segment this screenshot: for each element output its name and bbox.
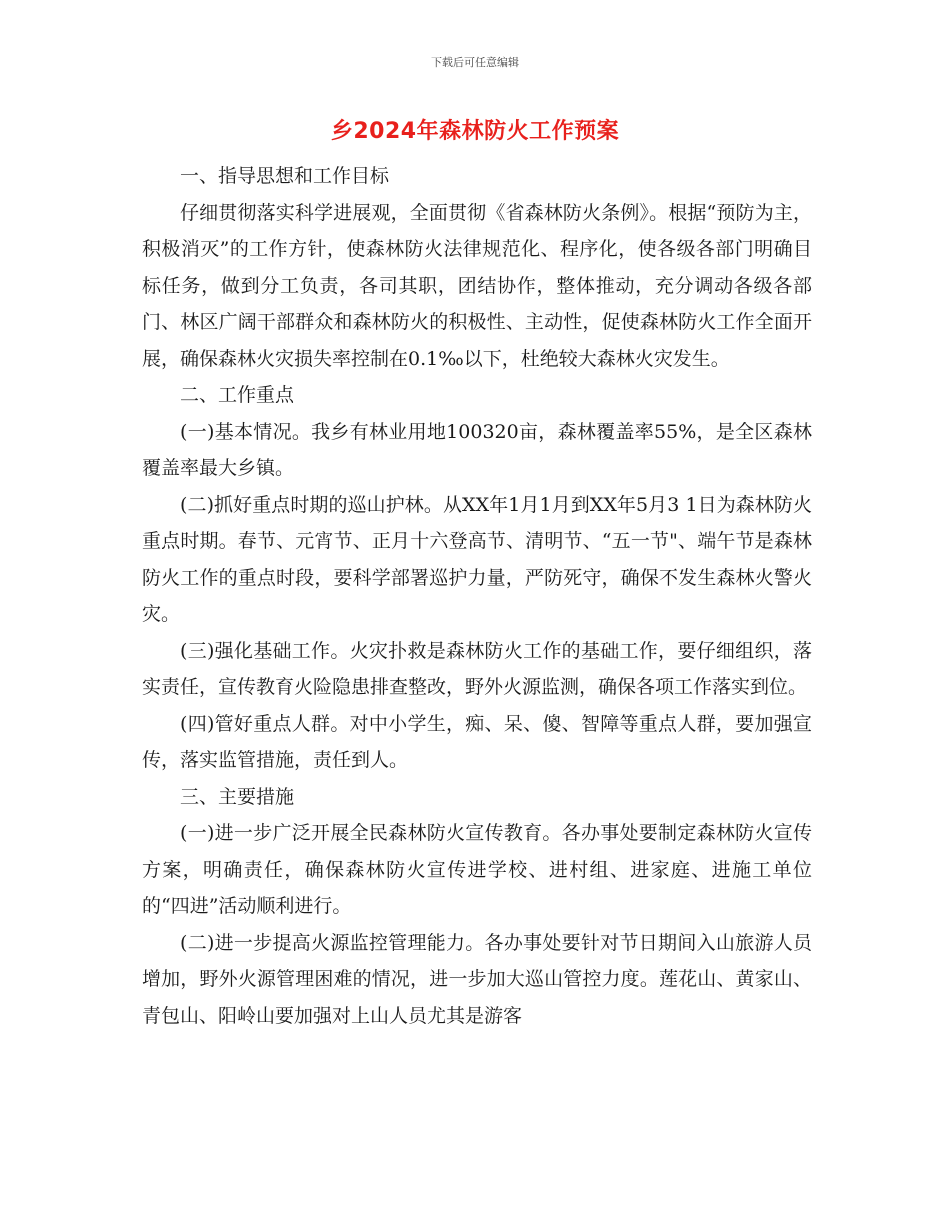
paragraph-key-groups: (四)管好重点人群。对中小学生，痴、呆、傻、智障等重点人群，要加强宣传，落实监管措施，责任到人。	[142, 712, 812, 771]
section-heading-2: 二、工作重点	[180, 384, 295, 406]
paragraph-basic-situation: (一)基本情况。我乡有林业用地100320亩，森林覆盖率55%，是全区森林覆盖率最大乡镇。	[142, 420, 812, 479]
paragraph-education: (一)进一步广泛开展全民森林防火宣传教育。各办事处要制定森林防火宣传方案，明确责任，确保森林防火宣传进学校、进村组、进家庭、进施工单位的“四进”活动顺利进行。	[142, 822, 812, 917]
paragraph-strengthen-basics: (三)强化基础工作。火灾扑救是森林防火工作的基础工作，要仔细组织，落实责任，宣传教育火险隐患排查整改，野外火源监测，确保各项工作落实到位。	[142, 639, 812, 698]
paragraph-key-period-patrol: (二)抓好重点时期的巡山护林。从XX年1月1月到XX年5月3 1日为森林防火重点时期。春节、元宵节、正月十六登高节、清明节、“五一节"、端午节是森林防火工作的重点时段，要科学部署巡护力量，严防死守，确保不发生森林火警火灾。	[142, 493, 812, 625]
paragraph-guiding-ideology: 仔细贯彻落实科学进展观，全面贯彻《省森林防火条例》。根据“预防为主，积极消灭”的工作方针，使森林防火法律规范化、程序化，使各级各部门明确目标任务，做到分工负责，各司其职，团结协作，整体推动，充分调动各级各部门、林区广阔干部群众和森林防火的积极性、主动性，促使森林防火工作全面开展，确保森林火灾损失率控制在0.1‰以下，杜绝较大森林火灾发生。	[142, 201, 812, 370]
paragraph-fire-source-control: (二)进一步提高火源监控管理能力。各办事处要针对节日期间入山旅游人员增加，野外火源管理困难的情况，进一步加大巡山管控力度。莲花山、黄家山、青包山、阳岭山要加强对上山人员尤其是游客	[142, 931, 812, 1027]
section-heading-1: 一、指导思想和工作目标	[180, 165, 390, 187]
document-title: 乡2024年森林防火工作预案	[330, 119, 620, 144]
header-note: 下载后可任意编辑	[431, 56, 519, 69]
document-body	[142, 158, 812, 1034]
section-heading-3: 三、主要措施	[180, 785, 295, 808]
